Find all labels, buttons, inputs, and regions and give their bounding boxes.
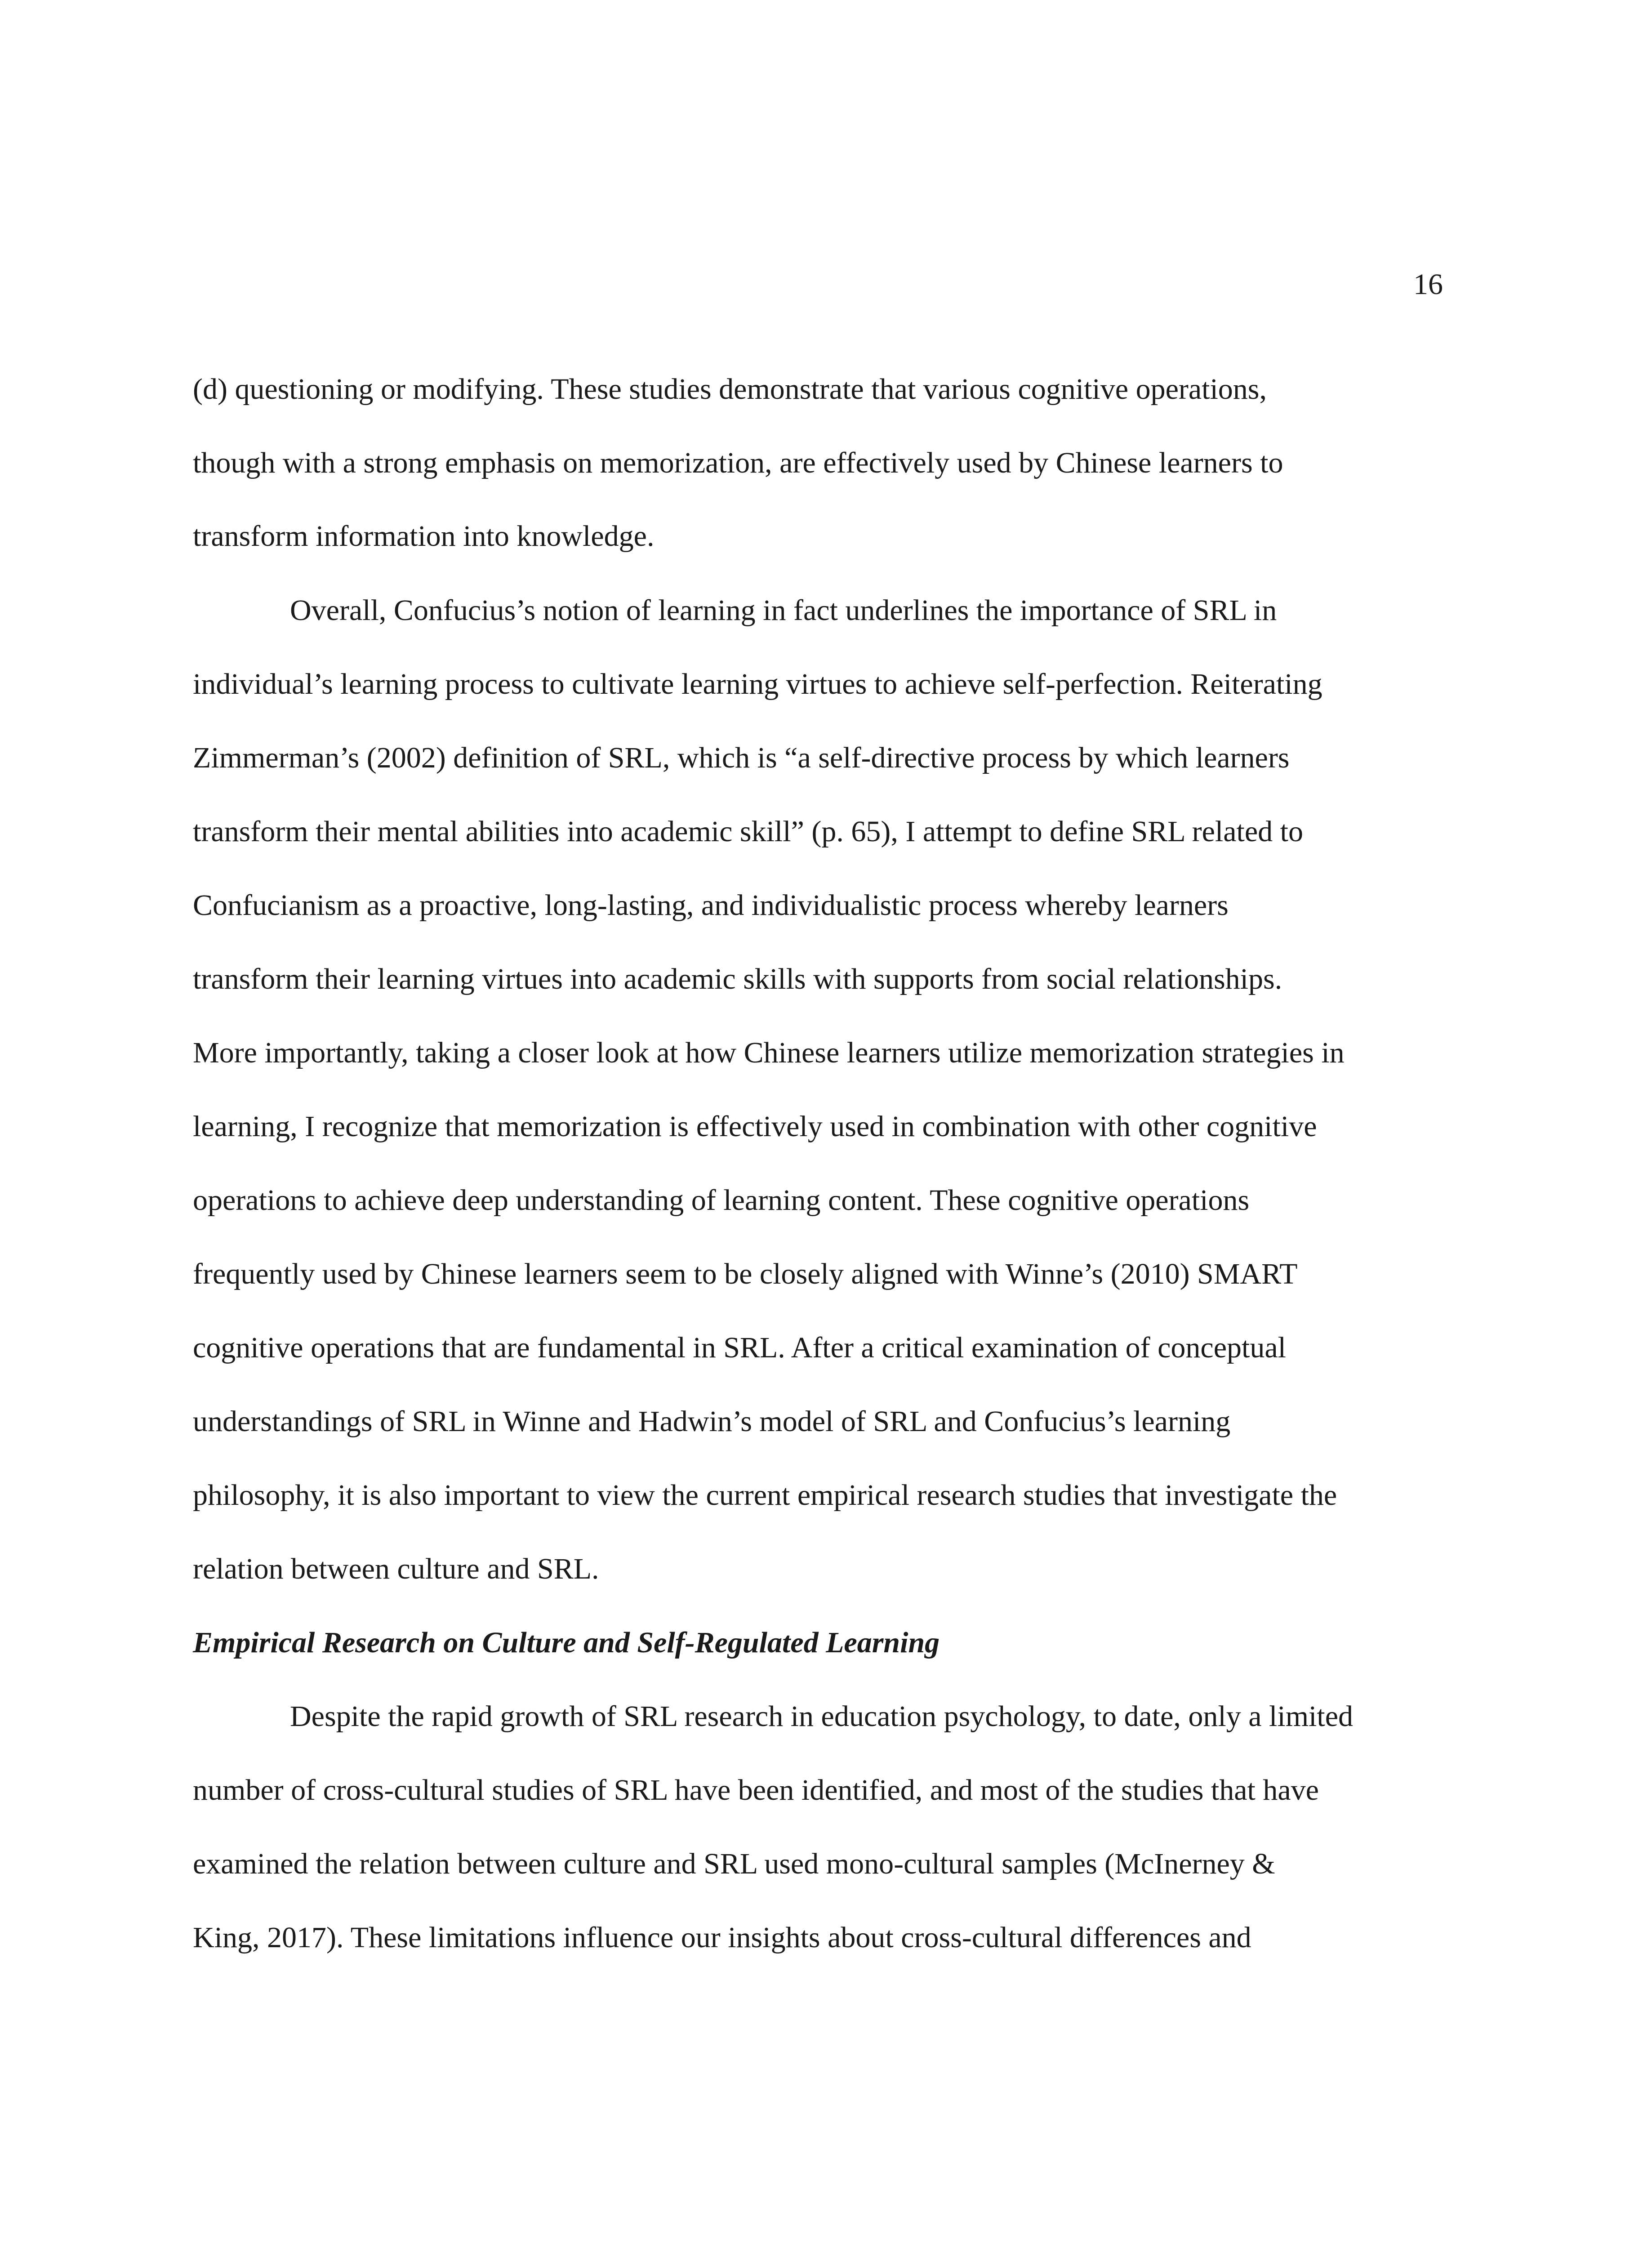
text-line: learning, I recognize that memorization is effectively used in combination with other cognitive (193, 1110, 1317, 1143)
text-line: Zimmerman’s (2002) definition of SRL, which is “a self-directive process by which learners (193, 741, 1290, 774)
text-line: philosophy, it is also important to view the current empirical research studies that investigate the (193, 1479, 1337, 1512)
text-line: though with a strong emphasis on memorization, are effectively used by Chinese learners to (193, 446, 1283, 479)
text-line: operations to achieve deep understanding of learning content. These cognitive operations (193, 1184, 1250, 1217)
text-line: individual’s learning process to cultivate learning virtues to achieve self-perfection. Reiterating (193, 668, 1322, 700)
text-line: understandings of SRL in Winne and Hadwin’s model of SRL and Confucius’s learning (193, 1405, 1231, 1438)
text-line: transform their mental abilities into academic skill” (p. 65), I attempt to define SRL related to (193, 815, 1303, 848)
text-line: examined the relation between culture and SRL used mono-cultural samples (McInerney & (193, 1847, 1275, 1880)
text-line: King, 2017). These limitations influence our insights about cross-cultural differences and (193, 1921, 1251, 1954)
page-number: 16 (1413, 268, 1443, 301)
paragraph-first-line: Despite the rapid growth of SRL research in education psychology, to date, only a limited (290, 1700, 1354, 1733)
text-line: frequently used by Chinese learners seem to be closely aligned with Winne’s (2010) SMART (193, 1258, 1298, 1290)
text-line: transform their learning virtues into academic skills with supports from social relationships. (193, 963, 1282, 995)
text-line: number of cross-cultural studies of SRL have been identified, and most of the studies that have (193, 1774, 1319, 1806)
paragraph-first-line: Overall, Confucius’s notion of learning in fact underlines the importance of SRL in (290, 594, 1277, 627)
text-line: More importantly, taking a closer look at how Chinese learners utilize memorization strategies in (193, 1036, 1345, 1069)
text-line: Confucianism as a proactive, long-lasting, and individualistic process whereby learners (193, 889, 1229, 922)
text-line: relation between culture and SRL. (193, 1552, 599, 1585)
text-line: transform information into knowledge. (193, 520, 655, 553)
section-heading: Empirical Research on Culture and Self-Regulated Learning (193, 1626, 940, 1659)
text-line: (d) questioning or modifying. These studies demonstrate that various cognitive operations, (193, 373, 1267, 406)
text-line: cognitive operations that are fundamental in SRL. After a critical examination of conceptual (193, 1331, 1286, 1364)
